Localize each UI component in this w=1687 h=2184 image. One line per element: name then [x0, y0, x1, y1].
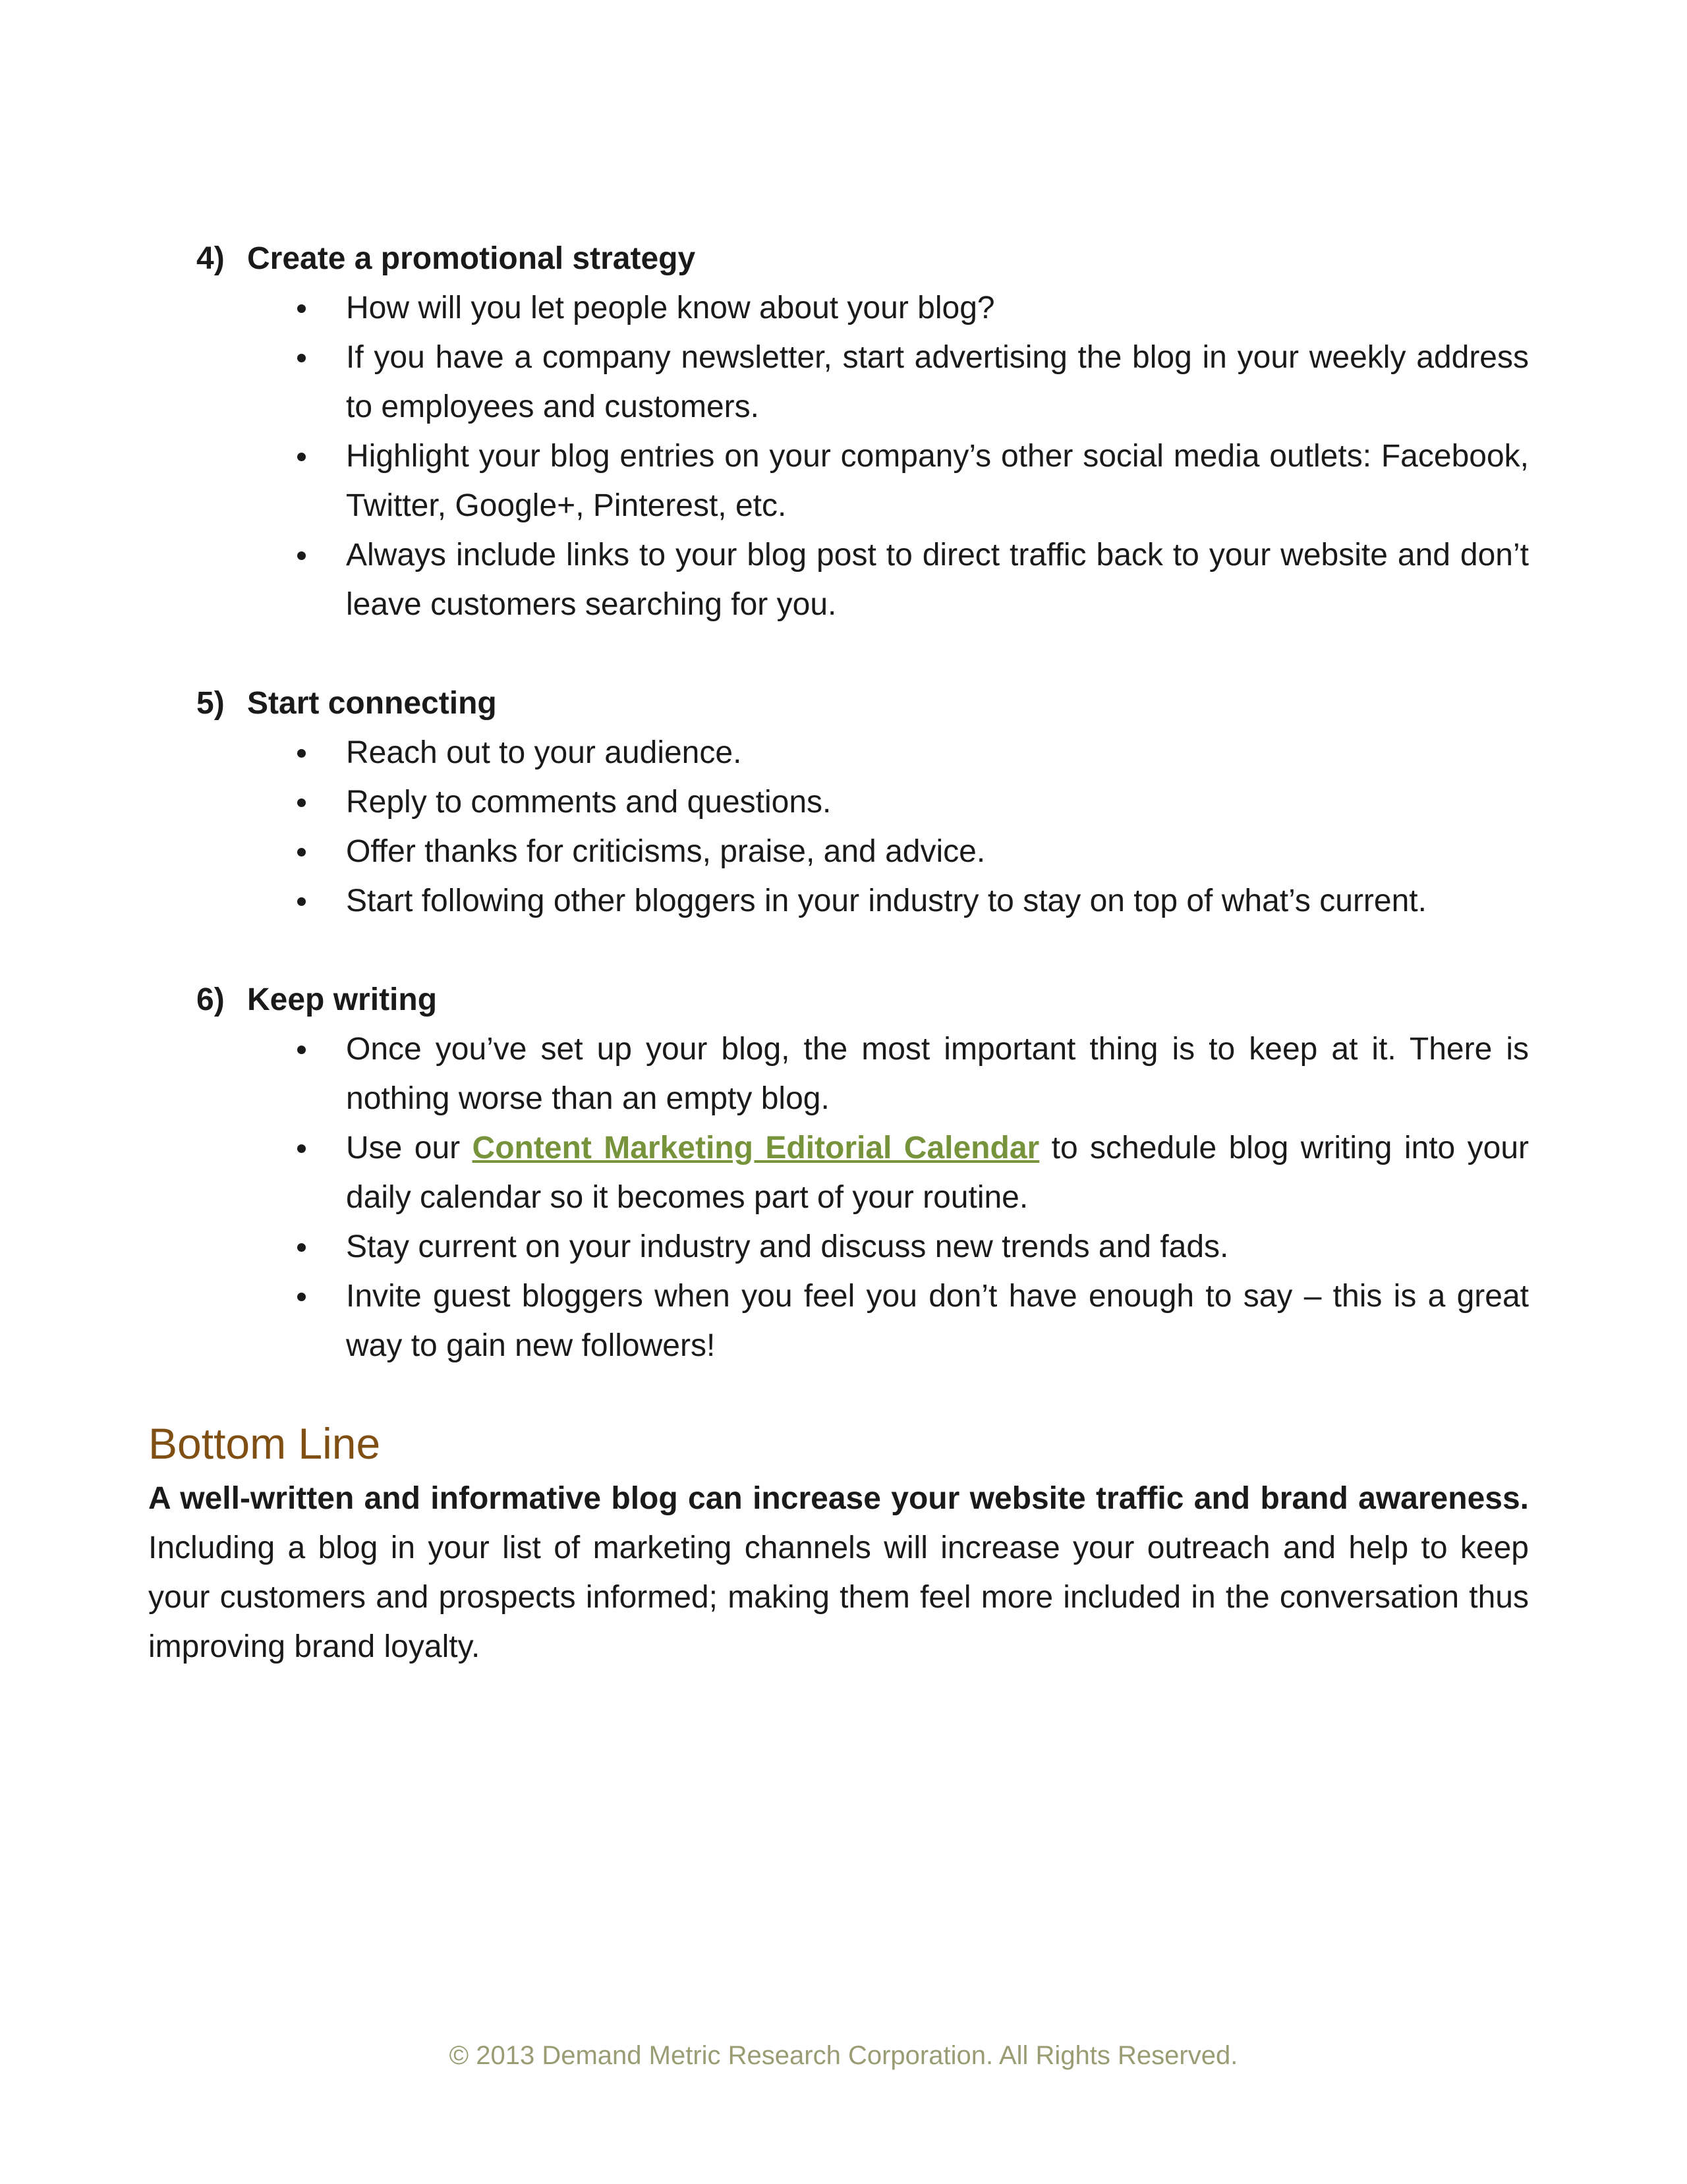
list-item-text: Start following other bloggers in your industry to stay on top of what’s current. — [346, 883, 1427, 918]
list-item — [148, 530, 1529, 629]
list-item-text: Highlight your blog entries on your company’s other social media outlets: Facebook, Twitter, Google+, Pinterest, etc. — [346, 439, 1529, 523]
bullet-icon — [297, 848, 306, 856]
section-title: Create a promotional strategy — [247, 241, 696, 276]
list-item — [148, 1222, 1529, 1272]
bullet-icon — [297, 354, 306, 362]
section-title: Keep writing — [247, 982, 438, 1017]
list-item — [148, 283, 1529, 333]
section-heading — [148, 234, 1529, 283]
section-promotional-strategy — [148, 234, 1529, 629]
bottom-line-section — [148, 1413, 1529, 1671]
list-item — [148, 432, 1529, 530]
bottom-line-paragraph — [148, 1474, 1529, 1671]
bullet-list — [148, 1024, 1529, 1370]
bullet-icon — [297, 551, 306, 560]
copyright-footer: © 2013 Demand Metric Research Corporation. All Rights Reserved. — [449, 2041, 1238, 2070]
section-number: 6) — [196, 982, 225, 1017]
list-item — [148, 1272, 1529, 1370]
bullet-icon — [297, 304, 306, 313]
bottom-line-body: Including a blog in your list of marketing channels will increase your outreach and help to keep your customers and prospects informed; making them feel more included in the conversation thus improving brand loyalty. — [148, 1530, 1529, 1664]
bullet-icon — [297, 897, 306, 906]
list-item-text: Stay current on your industry and discuss new trends and fads. — [346, 1229, 1229, 1264]
bullet-icon — [297, 1293, 306, 1301]
list-item-text: Reach out to your audience. — [346, 735, 742, 770]
section-heading — [148, 679, 1529, 728]
bullet-icon — [297, 798, 306, 807]
list-item-text-before: Use our — [346, 1131, 472, 1165]
section-number: 5) — [196, 686, 225, 721]
list-item-text: Offer thanks for criticisms, praise, and advice. — [346, 834, 986, 869]
list-item — [148, 777, 1529, 827]
bullet-list — [148, 728, 1529, 926]
bullet-icon — [297, 1046, 306, 1054]
section-keep-writing — [148, 975, 1529, 1370]
bullet-list — [148, 283, 1529, 629]
list-item — [148, 827, 1529, 876]
list-item — [148, 1024, 1529, 1123]
list-item-text-after: to schedule blog writing into your daily calendar so it becomes part of your routine. — [346, 1131, 1530, 1215]
list-item-text: Reply to comments and questions. — [346, 785, 832, 820]
list-item-text: If you have a company newsletter, start advertising the blog in your weekly address to employees and customers. — [346, 340, 1529, 424]
list-item-text: Invite guest bloggers when you feel you don’t have enough to say – this is a great way to gain new followers! — [346, 1279, 1529, 1363]
bottom-line-lead: A well-written and informative blog can increase your website traffic and brand awareness. — [148, 1481, 1529, 1516]
list-item-text: Always include links to your blog post to direct traffic back to your website and don’t leave customers searching for you. — [346, 538, 1529, 622]
list-item — [148, 876, 1529, 926]
bottom-line-title: Bottom Line — [148, 1419, 381, 1468]
list-item-text: Once you’ve set up your blog, the most important thing is to keep at it. There is nothing worse than an empty blog. — [346, 1032, 1529, 1116]
bullet-icon — [297, 1144, 306, 1153]
section-start-connecting — [148, 679, 1529, 926]
page-content — [148, 234, 1529, 1671]
bullet-icon — [297, 1243, 306, 1252]
section-title: Start connecting — [247, 686, 497, 721]
bullet-icon — [297, 749, 306, 758]
list-item-text: How will you let people know about your blog? — [346, 291, 995, 325]
list-item — [148, 1123, 1529, 1222]
list-item — [148, 728, 1529, 777]
section-number: 4) — [196, 241, 225, 276]
section-heading — [148, 975, 1529, 1024]
editorial-calendar-link[interactable]: Content Marketing Editorial Calendar — [472, 1131, 1040, 1165]
bullet-icon — [297, 453, 306, 461]
list-item — [148, 333, 1529, 432]
